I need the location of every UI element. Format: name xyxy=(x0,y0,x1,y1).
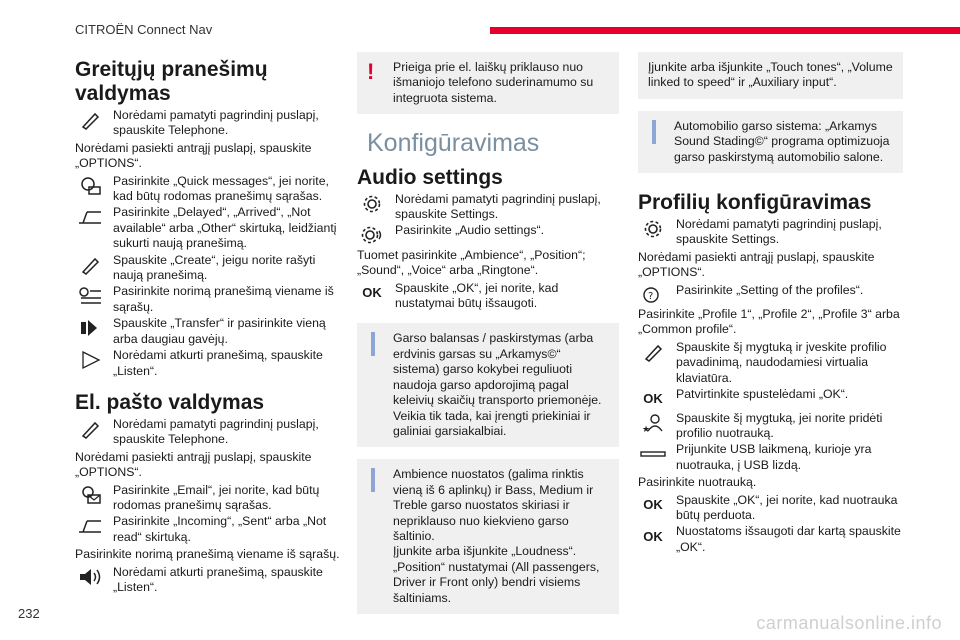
section-title-quick-messages: Greitųjų pranešimų valdymas xyxy=(75,58,268,105)
step xyxy=(75,483,343,514)
column-1 xyxy=(75,52,343,596)
step xyxy=(357,223,619,238)
paragraph: Pasirinkite norimą pranešimą viename iš sąrašų. xyxy=(75,547,340,562)
step-text: Pasirinkite „Quick messages“, jei norite, kad būtų rodomas pranešimų sąrašas. xyxy=(113,173,329,204)
pencil-icon xyxy=(638,341,668,363)
play-icon xyxy=(75,349,105,371)
info-icon xyxy=(367,332,387,356)
ok-button-icon: OK xyxy=(643,496,663,512)
svg-text:?: ? xyxy=(648,290,654,302)
info-text: Ambience nuostatos (galima rinktis vieną iš 6 aplinkų) ir Bass, Medium ir Treble garso nuostatos skiriasi ir nepriklauso nuo kiekvieno garso šaltinio. Įjunkite arba išjunkite „Loudness“. „Position“ nustatymai (All passengers, Driver ir Front only) bendri visiems šaltiniams. xyxy=(393,467,600,605)
paragraph: Norėdami pasiekti antrąjį puslapį, spauskite „OPTIONS“. xyxy=(75,140,312,171)
step xyxy=(638,282,903,302)
profile-settings-icon xyxy=(638,284,668,306)
pencil-icon xyxy=(75,254,105,276)
step xyxy=(638,411,903,442)
column-3 xyxy=(638,52,903,556)
ok-button-icon: OK xyxy=(643,391,663,407)
step xyxy=(75,284,343,315)
info-box xyxy=(357,323,619,447)
info-text: Automobilio garso sistema: „Arkamys Sound Stading©“ programa optimizuoja garso paskirstymą automobilio salone. xyxy=(674,118,890,164)
add-photo-icon xyxy=(638,412,668,434)
email-icon xyxy=(75,484,105,506)
step-text: Norėdami atkurti pranešimą, spauskite „Listen“. xyxy=(113,348,323,378)
step-text: Pasirinkite „Setting of the profiles“. xyxy=(676,282,864,297)
step-text: Prijunkite USB laikmeną, kurioje yra nuotrauka, į USB lizdą. xyxy=(676,442,872,472)
step xyxy=(75,253,343,284)
svg-text:★: ★ xyxy=(642,424,651,433)
step-text: Norėdami pamatyti pagrindinį puslapį, spauskite Telephone. xyxy=(113,108,319,138)
step xyxy=(638,442,903,473)
step xyxy=(638,340,903,386)
step xyxy=(357,281,619,312)
transfer-arrow-icon xyxy=(75,317,105,339)
paragraph: Norėdami pasiekti antrąjį puslapį, spauskite „OPTIONS“. xyxy=(638,249,875,280)
tab-bar-icon xyxy=(75,206,105,228)
step-text: Spauskite „OK“, jei norite, kad nuotrauka būtų perduota. xyxy=(676,492,898,522)
step xyxy=(638,524,903,555)
step-text: Pasirinkite „Audio settings“. xyxy=(395,223,544,238)
paragraph: Pasirinkite nuotrauką. xyxy=(638,475,757,490)
step-text: Spauskite „OK“, jei norite, kad nustatymai būtų išsaugoti. xyxy=(395,280,559,311)
warning-exclamation-icon: ! xyxy=(367,59,375,84)
step-text: Norėdami pamatyti pagrindinį puslapį, spauskite Settings. xyxy=(676,217,882,247)
tab-bar-icon xyxy=(75,515,105,537)
gear-icon xyxy=(357,193,387,215)
step-text: Pasirinkite „Email“, jei norite, kad būtų rodomas pranešimų sąrašas. xyxy=(113,482,320,512)
step xyxy=(75,174,343,205)
info-text: Įjunkite arba išjunkite „Touch tones“, „Volume linked to speed“ ir „Auxiliary input“. xyxy=(648,60,893,90)
step-text: Pasirinkite „Incoming“, „Sent“ arba „Not read“ skirtuką. xyxy=(113,514,327,544)
info-box xyxy=(357,459,619,614)
quick-message-icon xyxy=(75,175,105,197)
ok-button-icon: OK xyxy=(362,284,382,300)
warning-box xyxy=(357,52,619,114)
step-text: Spauskite „Create“, jeigu norite rašyti naują pranešimą. xyxy=(113,252,316,283)
running-header: CITROËN Connect Nav xyxy=(75,22,213,37)
info-box xyxy=(638,52,903,99)
step-text: Nuostatoms išsaugoti dar kartą spauskite „OK“. xyxy=(676,524,901,554)
step-text: Norėdami atkurti pranešimą, spauskite „Listen“. xyxy=(113,564,323,594)
paragraph: Norėdami pasiekti antrąjį puslapį, spauskite „OPTIONS“. xyxy=(75,449,312,480)
step xyxy=(638,493,903,524)
ok-button-icon: OK xyxy=(643,528,663,544)
step xyxy=(75,348,343,379)
step xyxy=(75,108,343,139)
step-text: Pasirinkite norimą pranešimą viename iš sąrašų. xyxy=(113,284,334,314)
info-box xyxy=(638,111,903,173)
info-icon xyxy=(648,120,668,144)
section-title-profiles: Profilių konfigūravimas xyxy=(638,191,872,215)
gear-icon xyxy=(638,218,668,240)
step-text: Spauskite šį mygtuką, jei norite pridėti profilio nuotrauką. xyxy=(676,410,883,440)
warning-text: Prieiga prie el. laiškų priklauso nuo išmaniojo telefono suderinamumo su integruota sistema. xyxy=(393,60,594,105)
usb-slot-icon xyxy=(638,443,668,465)
section-title-email: El. pašto valdymas xyxy=(75,390,265,414)
chapter-title: Konfigūravimas xyxy=(367,129,540,158)
info-text: Garso balansas / paskirstymas (arba erdvinis garsas su „Arkamys©“ sistema) garso kokybei reguliuoti naudoja garso apdorojimą pagal keleivių skaičių transporto priemonėje. Veikia tik tada, kai įrengti priekiniai ir galiniai garsiakalbiai. xyxy=(393,331,602,438)
info-icon xyxy=(367,468,387,492)
step-text: Norėdami pamatyti pagrindinį puslapį, spauskite Telephone. xyxy=(113,416,319,447)
step-text: Patvirtinkite spustelėdami „OK“. xyxy=(676,387,849,402)
step xyxy=(75,205,343,251)
pencil-icon xyxy=(75,109,105,131)
header-accent-bar xyxy=(490,27,960,34)
step xyxy=(357,192,619,223)
step xyxy=(75,417,343,448)
watermark: carmanualsonline.info xyxy=(756,613,942,633)
step-text: Spauskite „Transfer“ ir pasirinkite vieną arba daugiau gavėjų. xyxy=(113,316,326,346)
step xyxy=(75,514,343,545)
section-title-audio-settings: Audio settings xyxy=(357,165,503,189)
step xyxy=(75,565,343,596)
paragraph: Tuomet pasirinkite „Ambience“, „Position“; „Sound“, „Voice“ arba „Ringtone“. xyxy=(357,247,586,278)
page-number: 232 xyxy=(18,606,40,621)
list-select-icon xyxy=(75,285,105,307)
step-text: Spauskite šį mygtuką ir įveskite profilio pavadinimą, naudodamiesi virtualia klaviatūra. xyxy=(676,339,887,385)
step-text: Pasirinkite „Delayed“, „Arrived“, „Not available“ arba „Other“ skirtuką, leidžiantį sukurti naują pranešimą. xyxy=(113,205,337,251)
audio-settings-icon xyxy=(357,224,387,246)
step xyxy=(638,387,903,407)
speaker-icon xyxy=(75,566,105,588)
column-2 xyxy=(357,52,619,626)
pencil-icon xyxy=(75,418,105,440)
step xyxy=(638,217,903,248)
step xyxy=(75,316,343,347)
paragraph: Pasirinkite „Profile 1“, „Profile 2“, „Profile 3“ arba „Common profile“. xyxy=(638,307,900,337)
step-text: Norėdami pamatyti pagrindinį puslapį, spauskite Settings. xyxy=(395,191,601,222)
